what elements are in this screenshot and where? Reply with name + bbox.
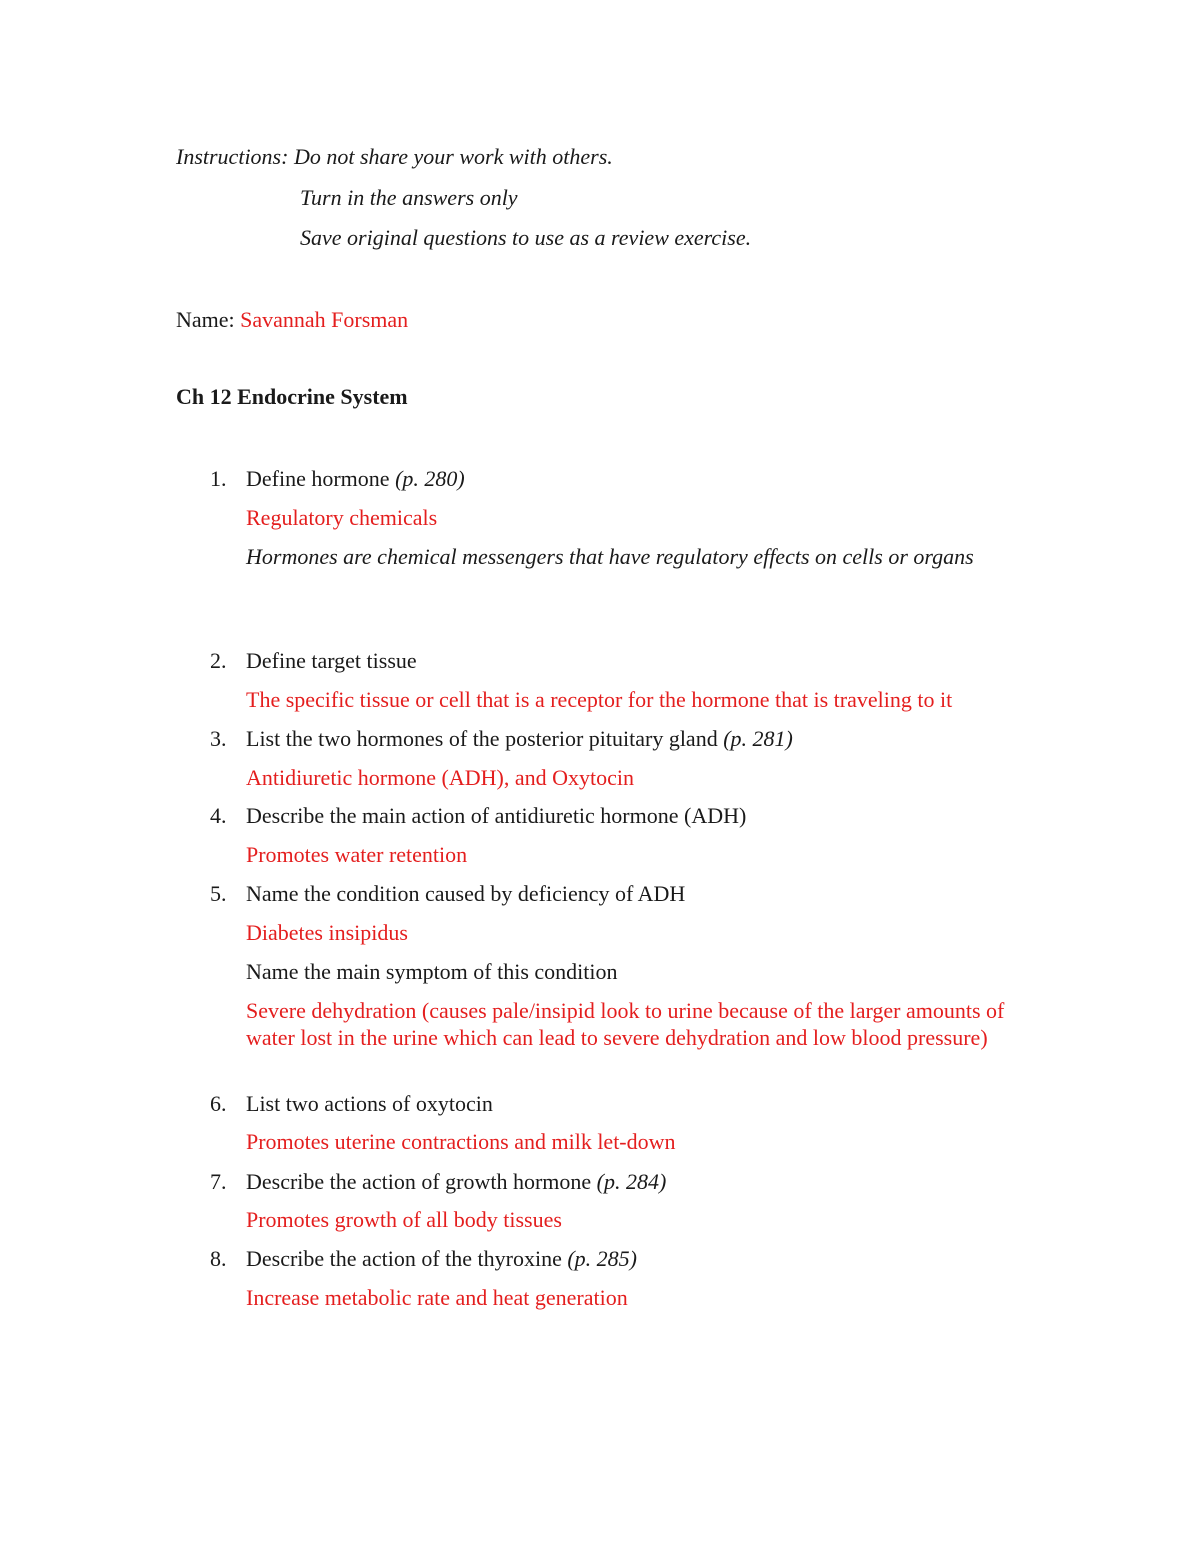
answer-note-text: Hormones are chemical messengers that have regulatory effects on cells or organs	[246, 544, 974, 569]
answer-text: Promotes uterine contractions and milk let-down	[246, 1129, 676, 1154]
sub-question-text: Name the main symptom of this condition	[246, 959, 618, 984]
question-text: Name the condition caused by deficiency of ADH	[246, 881, 686, 906]
instructions-line-1	[176, 143, 613, 170]
question-number: 3.	[210, 726, 227, 751]
answer-text: Promotes water retention	[246, 842, 468, 867]
question-number: 7.	[210, 1169, 227, 1194]
answer-text: Diabetes insipidus	[246, 920, 408, 945]
answer-text: Antidiuretic hormone (ADH), and Oxytocin	[246, 765, 634, 790]
page-reference: (p. 284)	[596, 1169, 667, 1194]
instructions-label: Instructions:	[176, 144, 289, 169]
question-text-body: Describe the action of the thyroxine	[246, 1246, 562, 1271]
question-text	[246, 725, 793, 752]
sub-answer-text: Severe dehydration (causes pale/insipid look to urine because of the larger amounts of water lost in the urine which can lead to severe dehydration and low blood pressure)	[246, 998, 1005, 1050]
question-number: 1.	[210, 466, 227, 491]
answer-text: Regulatory chemicals	[246, 505, 438, 530]
question-text	[246, 1168, 666, 1195]
answer-note	[176, 543, 1006, 570]
instructions-line-2: Turn in the answers only	[300, 185, 518, 210]
question-text: List two actions of oxytocin	[246, 1091, 493, 1116]
question-text: Define target tissue	[246, 648, 417, 673]
question-number: 2.	[210, 648, 227, 673]
chapter-title: Ch 12 Endocrine System	[176, 384, 408, 409]
question-number: 4.	[210, 803, 227, 828]
answer-text: Increase metabolic rate and heat generation	[246, 1285, 628, 1310]
name-label: Name:	[176, 307, 235, 332]
instructions-line-3: Save original questions to use as a review exercise.	[300, 225, 752, 250]
student-name-line	[176, 306, 408, 333]
question-text-body: Describe the action of growth hormone	[246, 1169, 592, 1194]
page-reference: (p. 285)	[567, 1246, 637, 1271]
question-text	[246, 465, 465, 492]
question-text	[246, 1245, 637, 1272]
question-text: Describe the main action of antidiuretic hormone (ADH)	[246, 803, 747, 828]
question-text-body: List the two hormones of the posterior pituitary gland	[246, 726, 718, 751]
question-number: 8.	[210, 1246, 227, 1271]
instructions-text-1: Do not share your work with others.	[293, 144, 613, 169]
question-number: 6.	[210, 1091, 227, 1116]
question-number: 5.	[210, 881, 227, 906]
page-reference: (p. 280)	[395, 466, 465, 491]
question-text-body: Define hormone	[246, 466, 390, 491]
student-name-value: Savannah Forsman	[240, 307, 409, 332]
page-reference: (p. 281)	[723, 726, 793, 751]
sub-answer	[176, 997, 1006, 1051]
answer-text: Promotes growth of all body tissues	[246, 1207, 562, 1232]
answer-text: The specific tissue or cell that is a receptor for the hormone that is traveling to it	[246, 687, 953, 712]
